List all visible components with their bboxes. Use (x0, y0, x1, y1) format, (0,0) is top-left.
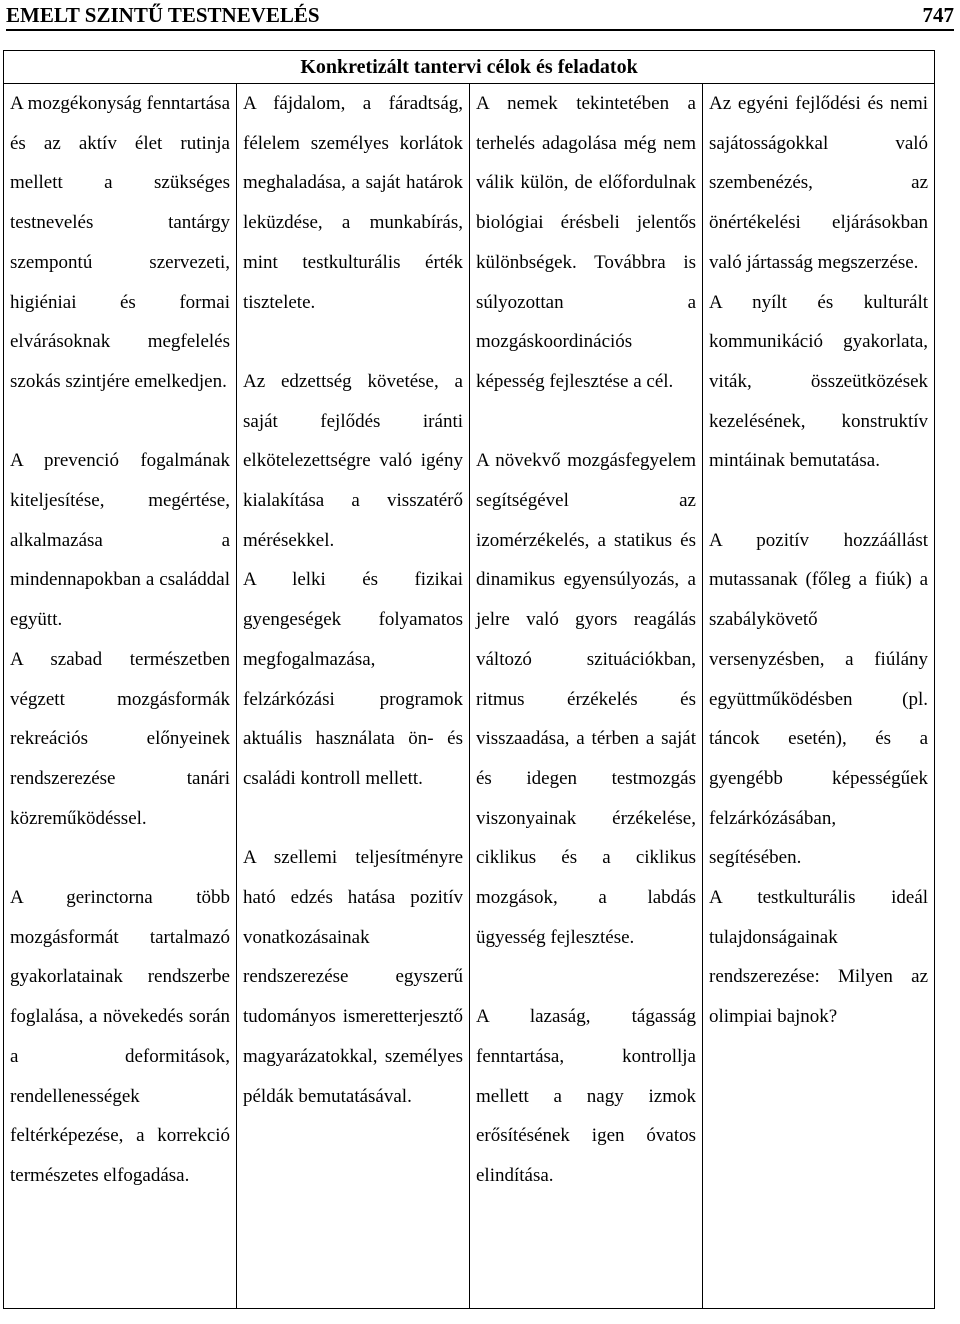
col2-paragraph-3: A lelki és fizikai gyengeségek folyamatos megfogalmazása, felzárkózási programok aktuális használata ön- és családi kontroll mellett. (243, 569, 463, 789)
curriculum-table (3, 50, 935, 1309)
column-2-cell (237, 84, 470, 1309)
column-4-cell (703, 84, 935, 1309)
column-1-cell (4, 84, 237, 1309)
col3-paragraph-2: A növekvő mozgásfegyelem segítségével az izomérzékelés, a statikus és dinamikus egyensúlyozás, a jelre való gyors reagálás változó szituációkban, ritmus érzékelés és visszaadása, a térben a saját és idegen testmozgás viszonyainak érzékelése, ciklikus és a ciklikus mozgások, a labdás ügyesség fejlesztése. (476, 450, 696, 948)
column-4 (703, 84, 934, 1308)
column-2 (237, 84, 469, 1308)
page-header (6, 2, 954, 31)
table-title-row (4, 51, 935, 84)
col4-paragraph-2: A nyílt és kulturált kommunikáció gyakorlata, viták, összeütközések kezelésének, konstruktív mintáinak bemutatása. (709, 291, 929, 472)
col1-paragraph-2: A prevenció fogalmának kiteljesítése, megértése, alkalmazása a mindennapokban a családdal együtt. (10, 450, 230, 631)
col1-paragraph-3: A szabad természetben végzett mozgásformák rekreációs előnyeinek rendszerezése tanári közreműködéssel. (10, 648, 230, 829)
col2-paragraph-1: A fájdalom, a fáradtság, félelem személyes korlátok meghaladása, a saját határok leküzdése, a munkabírás, mint testkulturális érték tisztelete. (243, 93, 463, 313)
table-content-row (4, 84, 935, 1309)
col4-paragraph-1: Az egyéni fejlődési és nemi sajátosságokkal való szembenézés, az önértékelési eljárásokban való jártasság megszerzése. (709, 93, 929, 273)
col3-paragraph-1: A nemek tekintetében a terhelés adagolása még nem válik külön, de előfordulnak biológiai érésbeli jelentős különbségek. Továbbra is súlyozottan a mozgáskoordinációs képesség fejlesztése a cél. (476, 93, 696, 392)
column-3 (470, 84, 702, 1308)
col1-paragraph-4: A gerinctorna több mozgásformát tartalmazó gyakorlatainak rendszerbe foglalása, a növekedés során a deformitások, rendellenességek feltérképezése, a korrekció természetes elfogadása. (10, 887, 230, 1186)
column-1 (4, 84, 236, 1308)
col4-paragraph-4: A testkulturális ideál tulajdonságainak rendszerezése: Milyen az olimpiai bajnok? (709, 887, 929, 1028)
col2-paragraph-4: A szellemi teljesítményre ható edzés hatása pozitív vonatkozásainak rendszerezése egyszerű tudományos ismeretterjesztő magyarázatokkal, személyes példák bemutatásával. (243, 847, 463, 1107)
header-title: EMELT SZINTŰ TESTNEVELÉS (6, 3, 320, 27)
table-title: Konkretizált tantervi célok és feladatok (4, 51, 935, 84)
col2-paragraph-2: Az edzettség követése, a saját fejlődés iránti elkötelezettségre való igény kialakítása a visszatérő mérésekkel. (243, 370, 463, 551)
page-number: 747 (922, 3, 954, 27)
col1-paragraph-1: A mozgékonyság fenntartása és az aktív élet rutinja mellett a szükséges testnevelés tantárgy szempontú szervezeti, higiéniai és formai elvárásoknak megfelelés szokás szintjére emelkedjen. (10, 93, 230, 392)
col3-paragraph-3: A lazaság, tágasság fenntartása, kontrollja mellett a nagy izmok erősítésének igen óvatos elindítása. (476, 1006, 696, 1186)
col4-paragraph-3: A pozitív hozzáállást mutassanak (főleg a fiúk) a szabálykövető versenyzésben, a fiúlány együttműködésben (pl. táncok esetén), és a gyengébb képességűek felzárkózásában, segítésében. (709, 529, 929, 869)
column-3-cell (470, 84, 703, 1309)
